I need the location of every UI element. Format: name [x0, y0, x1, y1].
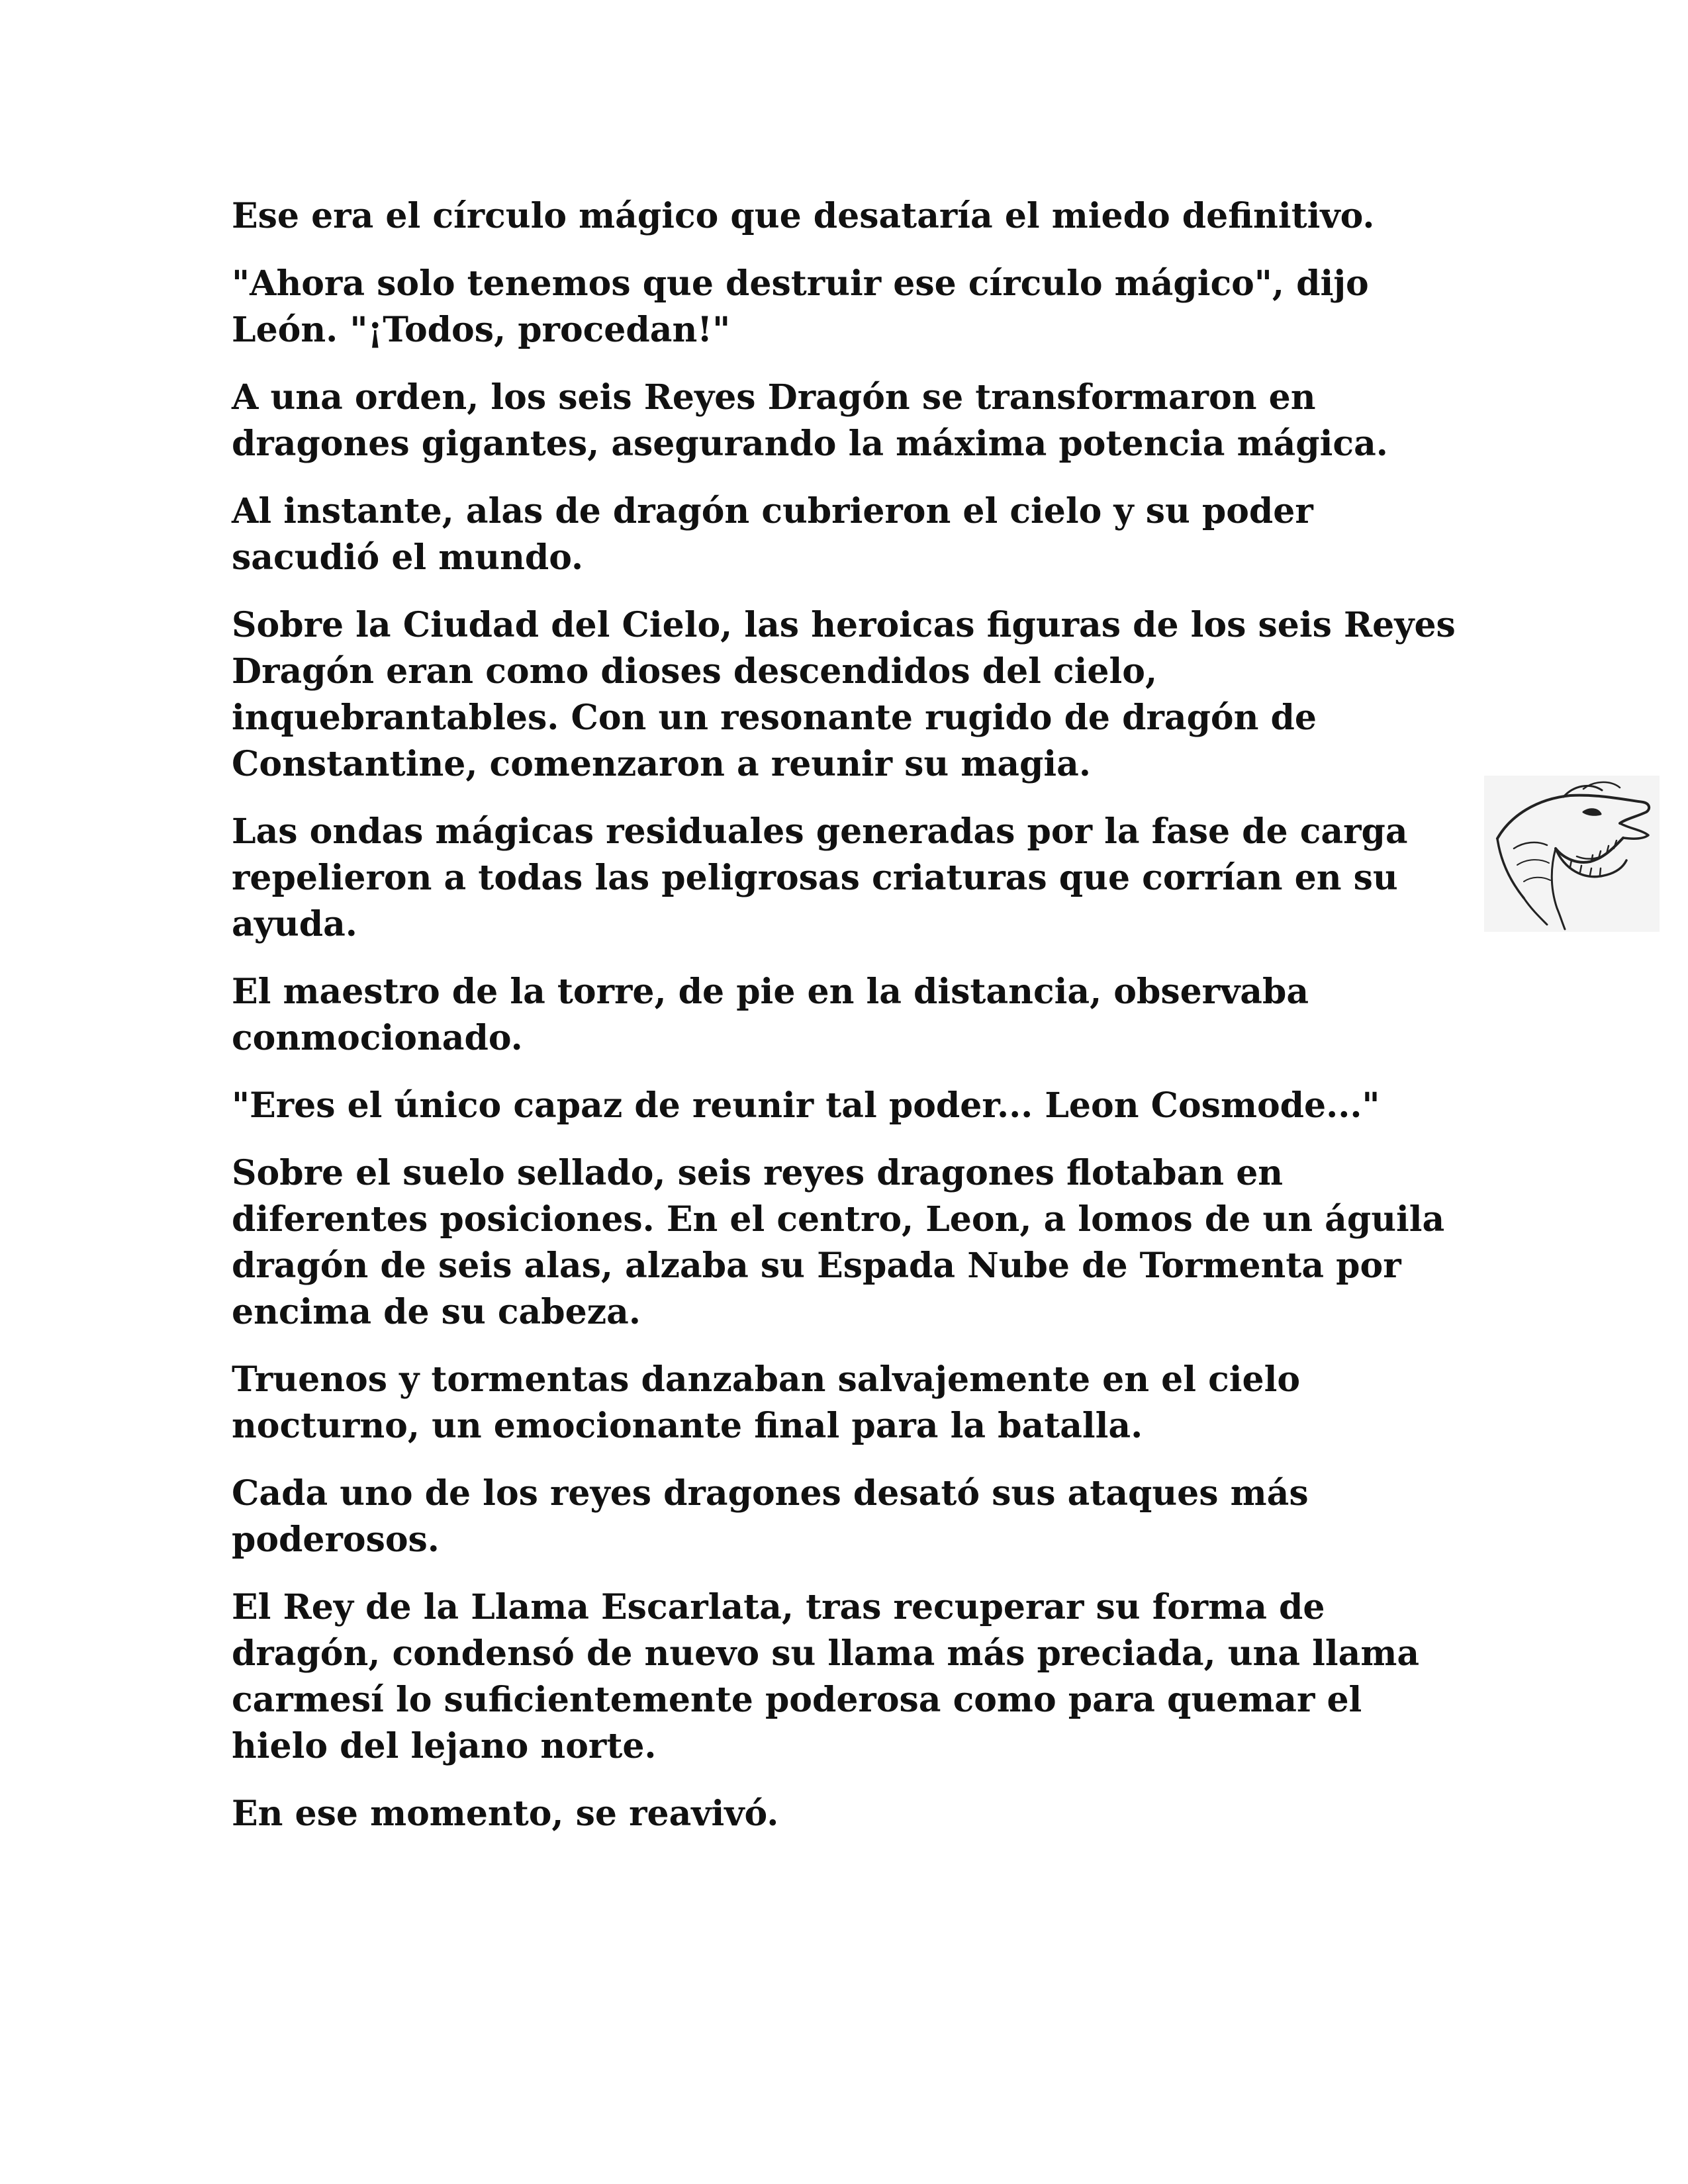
paragraph: En ese momento, se reavivó.: [232, 1794, 779, 1834]
paragraph: Truenos y tormentas danzaban salvajemente en el cielo nocturno, un emocionante final para la batalla.: [232, 1359, 1301, 1446]
paragraph: Sobre el suelo sellado, seis reyes dragones flotaban en diferentes posiciones. En el centro, Leon, a lomos de un águila dragón de seis alas, alzaba su Espada Nube de Tormenta por encima de su cabeza.: [232, 1153, 1445, 1332]
paragraph: Las ondas mágicas residuales generadas por la fase de carga repelieron a todas las peligrosas criaturas que corrían en su ayuda.: [232, 811, 1408, 944]
paragraph: Cada uno de los reyes dragones desató sus ataques más poderosos.: [232, 1473, 1309, 1560]
paragraph: "Eres el único capaz de reunir tal poder... Leon Cosmode...": [232, 1085, 1380, 1126]
paragraph: El maestro de la torre, de pie en la distancia, observaba conmocionado.: [232, 972, 1309, 1058]
paragraph: Al instante, alas de dragón cubrieron el cielo y su poder sacudió el mundo.: [232, 491, 1313, 578]
paragraph: "Ahora solo tenemos que destruir ese círculo mágico", dijo León. "¡Todos, procedan!": [232, 263, 1369, 350]
paragraph: Sobre la Ciudad del Cielo, las heroicas figuras de los seis Reyes Dragón eran como dioses descendidos del cielo, inquebrantables. Con un resonante rugido de dragón de Constantine, comenzaron a reunir su magia.: [232, 605, 1456, 784]
dragon-head-sketch-icon: [1484, 776, 1660, 932]
paragraph: Ese era el círculo mágico que desataría el miedo definitivo.: [232, 196, 1375, 236]
paragraph: A una orden, los seis Reyes Dragón se transformaron en dragones gigantes, asegurando la máxima potencia mágica.: [232, 377, 1388, 464]
story-text: [232, 193, 1476, 1858]
paragraph: El Rey de la Llama Escarlata, tras recuperar su forma de dragón, condensó de nuevo su llama más preciada, una llama carmesí lo suficientemente poderosa como para quemar el hielo del lejano norte.: [232, 1587, 1420, 1766]
